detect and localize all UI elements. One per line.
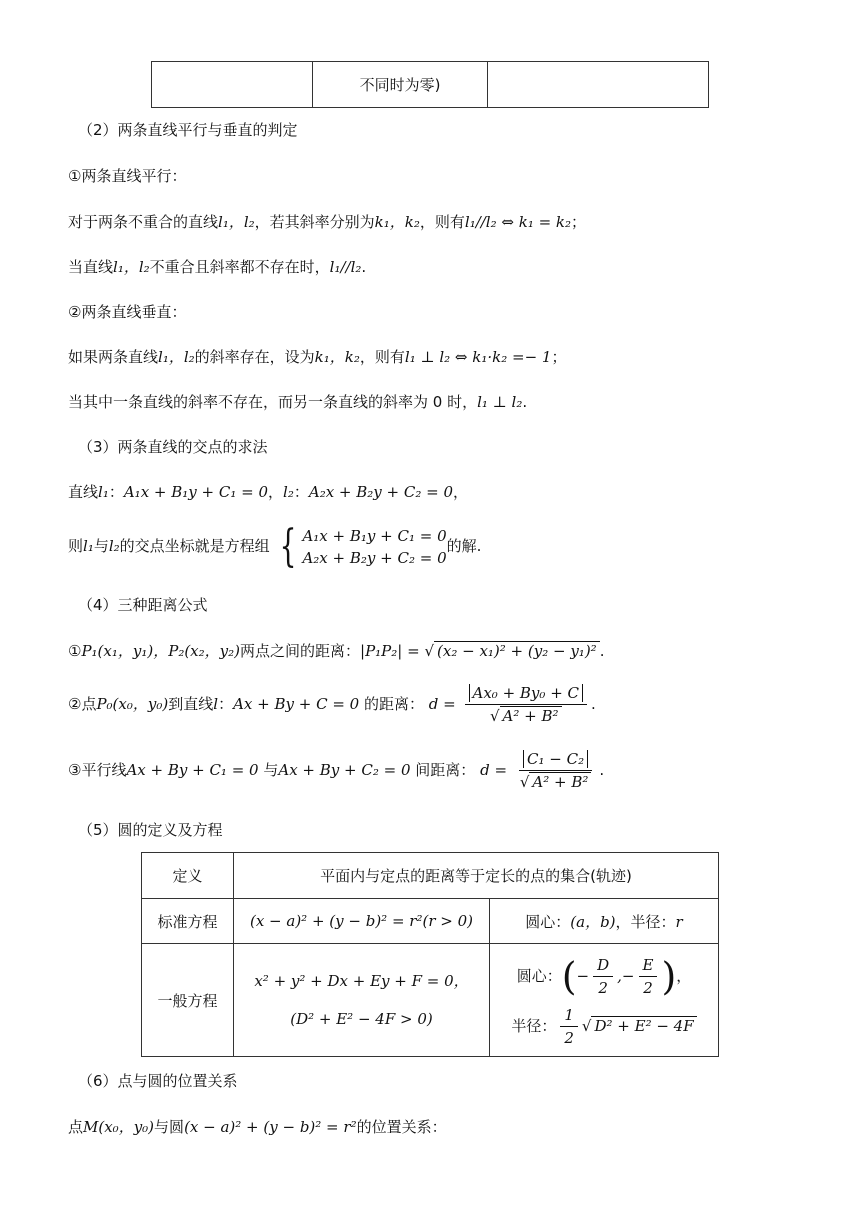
distance-point-line: ②点P₀(x₀，y₀)到直线l：Ax + By + C = 0 的距离： d = $\frac{\text{Ax₀ + By₀ + C}}{\text{√ A² + B²}}$ . (68, 684, 596, 725)
top-table (151, 61, 709, 108)
section-heading-3: （3）两条直线的交点的求法 (78, 438, 268, 456)
parallel-rule-2: 当直线l₁，l₂不重合且斜率都不存在时，l₁//l₂. (68, 258, 367, 276)
perpendicular-rule-2: 当其中一条直线的斜率不存在，而另一条直线的斜率为 0 时，l₁ ⊥ l₂. (68, 393, 528, 411)
general-center-radius: 圆心：(− $\frac{D}{2}$ ,− $\frac{E}{2}$ )， 半径： $\frac{1}{2}$ √ D² + E² − 4F (490, 944, 719, 1057)
section-heading-6: （6）点与圆的位置关系 (78, 1072, 238, 1090)
standard-equation: (x − a)² + (y − b)² = r²(r > 0) (234, 899, 490, 944)
perpendicular-rule: 如果两条直线l₁，l₂的斜率存在，设为k₁，k₂，则有l₁ ⊥ l₂ ⇔ k₁·k₂ =− 1； (68, 348, 567, 366)
top-table-cell (488, 62, 709, 108)
parallel-title: ①两条直线平行： (68, 167, 187, 185)
intersection-system: 则l₁与l₂的交点坐标就是方程组 { A₁x + B₁y + C₁ = 0 A₂x + B₂y + C₂ = 0 的解. (68, 520, 482, 572)
point-circle-relation: 点M(x₀，y₀)与圆(x − a)² + (y − b)² = r²的位置关系： (68, 1118, 447, 1136)
standard-equation-label: 标准方程 (142, 899, 234, 944)
standard-center-radius: 圆心：(a，b)，半径：r (490, 899, 719, 944)
section-heading-2: （2）两条直线平行与垂直的判定 (78, 121, 298, 139)
equation-system: { A₁x + B₁y + C₁ = 0 A₂x + B₂y + C₂ = 0 (280, 520, 447, 572)
circle-table-header-label: 定义 (142, 853, 234, 899)
section-heading-4: （4）三种距离公式 (78, 596, 208, 614)
general-equation: x² + y² + Dx + Ey + F = 0， (D² + E² − 4F > 0) (234, 944, 490, 1057)
top-table-cell: 不同时为零) (313, 62, 488, 108)
intersection-lines: 直线l₁：A₁x + B₁y + C₁ = 0，l₂：A₂x + B₂y + C₂ = 0， (68, 483, 469, 501)
parallel-rule: 对于两条不重合的直线l₁，l₂，若其斜率分别为k₁，k₂，则有l₁//l₂ ⇔ k₁ = k₂； (68, 213, 587, 231)
circle-table (141, 852, 719, 1057)
distance-two-points: ①P₁(x₁，y₁)，P₂(x₂，y₂)两点之间的距离：|P₁P₂| = √ (x₂ − x₁)² + (y₂ − y₁)² . (68, 642, 605, 660)
distance-parallel-lines: ③平行线Ax + By + C₁ = 0 与Ax + By + C₂ = 0 间距离： d = $\frac{\text{C₁ − C₂}}{\text{√ A² + B²}}$ . (68, 750, 605, 791)
perpendicular-title: ②两条直线垂直： (68, 303, 187, 321)
section-heading-5: （5）圆的定义及方程 (78, 821, 223, 839)
top-table-cell (152, 62, 313, 108)
general-equation-label: 一般方程 (142, 944, 234, 1057)
circle-definition: 平面内与定点的距离等于定长的点的集合(轨迹) (234, 853, 719, 899)
